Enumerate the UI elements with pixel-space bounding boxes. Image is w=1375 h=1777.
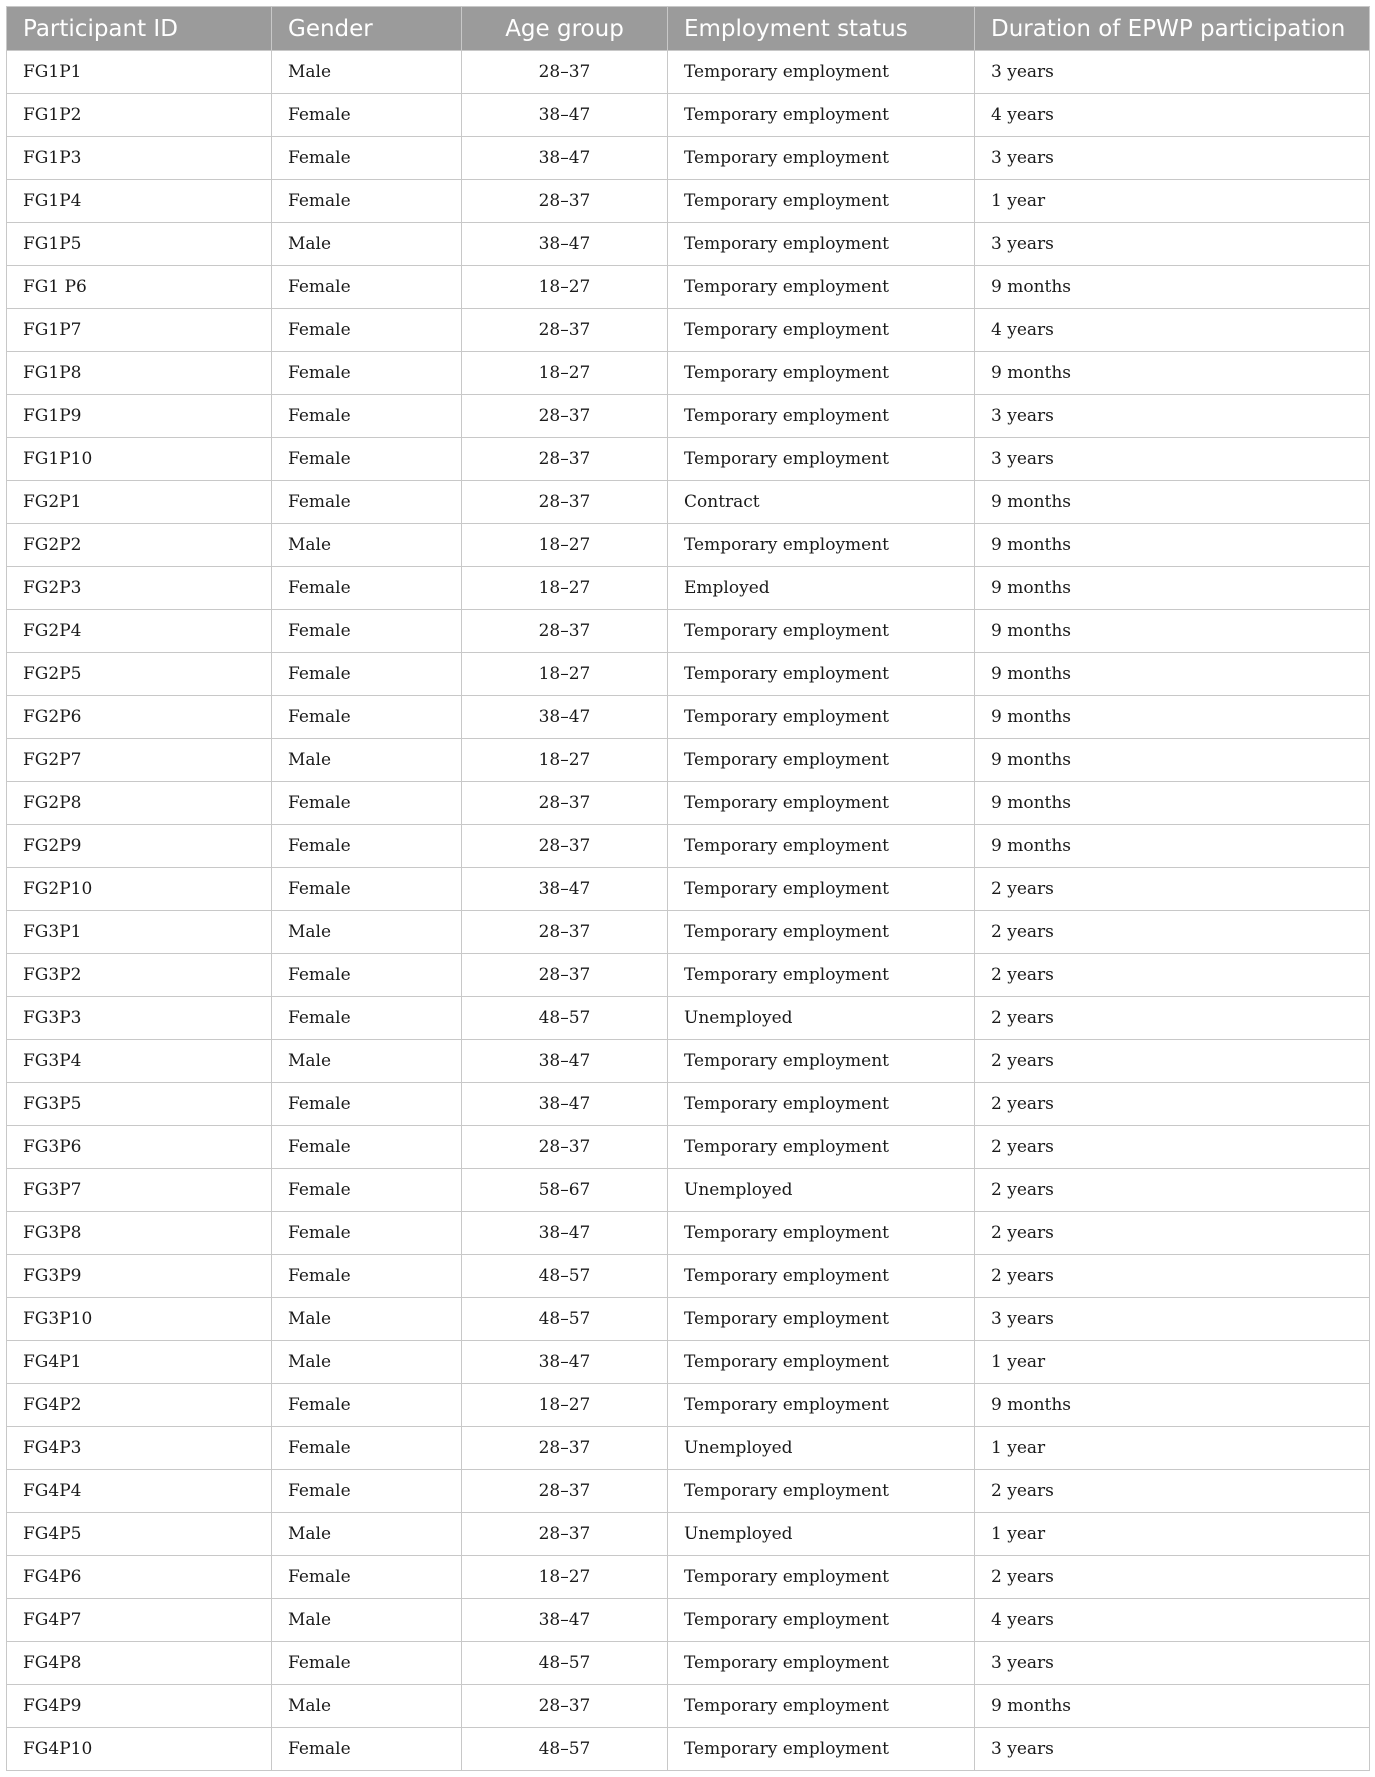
gender-cell: Female xyxy=(272,94,462,137)
participant-table-container xyxy=(6,6,1369,1771)
gender-cell: Male xyxy=(272,1599,462,1642)
age-group-cell: 38–47 xyxy=(462,696,668,739)
duration-cell: 4 years xyxy=(975,1599,1370,1642)
table-row xyxy=(7,1169,1370,1212)
table-row xyxy=(7,309,1370,352)
age-group-cell: 38–47 xyxy=(462,1212,668,1255)
employment-status-cell: Contract xyxy=(668,481,975,524)
table-row xyxy=(7,1642,1370,1685)
age-group-cell: 18–27 xyxy=(462,739,668,782)
duration-cell: 3 years xyxy=(975,1642,1370,1685)
participant-id-cell: FG3P1 xyxy=(7,911,272,954)
gender-cell: Male xyxy=(272,223,462,266)
age-group-cell: 38–47 xyxy=(462,1599,668,1642)
duration-cell: 1 year xyxy=(975,1513,1370,1556)
employment-status-cell: Temporary employment xyxy=(668,1642,975,1685)
age-group-cell: 18–27 xyxy=(462,266,668,309)
age-group-cell: 28–37 xyxy=(462,954,668,997)
gender-cell: Male xyxy=(272,51,462,94)
employment-status-cell: Temporary employment xyxy=(668,911,975,954)
gender-cell: Male xyxy=(272,524,462,567)
age-group-cell: 48–57 xyxy=(462,1728,668,1771)
header-employment-status: Employment status xyxy=(668,7,975,51)
age-group-cell: 28–37 xyxy=(462,309,668,352)
table-row xyxy=(7,1298,1370,1341)
participant-id-cell: FG1P5 xyxy=(7,223,272,266)
gender-cell: Male xyxy=(272,1685,462,1728)
gender-cell: Female xyxy=(272,1470,462,1513)
employment-status-cell: Temporary employment xyxy=(668,1083,975,1126)
table-row xyxy=(7,223,1370,266)
participant-id-cell: FG1P7 xyxy=(7,309,272,352)
duration-cell: 1 year xyxy=(975,1341,1370,1384)
table-row xyxy=(7,1556,1370,1599)
table-row xyxy=(7,1685,1370,1728)
employment-status-cell: Temporary employment xyxy=(668,438,975,481)
duration-cell: 2 years xyxy=(975,1083,1370,1126)
employment-status-cell: Temporary employment xyxy=(668,1255,975,1298)
gender-cell: Female xyxy=(272,309,462,352)
table-row xyxy=(7,1728,1370,1771)
age-group-cell: 48–57 xyxy=(462,997,668,1040)
duration-cell: 9 months xyxy=(975,782,1370,825)
gender-cell: Female xyxy=(272,395,462,438)
participant-id-cell: FG3P3 xyxy=(7,997,272,1040)
gender-cell: Female xyxy=(272,1728,462,1771)
age-group-cell: 28–37 xyxy=(462,438,668,481)
age-group-cell: 28–37 xyxy=(462,1470,668,1513)
gender-cell: Female xyxy=(272,782,462,825)
duration-cell: 9 months xyxy=(975,653,1370,696)
duration-cell: 2 years xyxy=(975,954,1370,997)
employment-status-cell: Temporary employment xyxy=(668,1384,975,1427)
table-row xyxy=(7,954,1370,997)
employment-status-cell: Unemployed xyxy=(668,1513,975,1556)
participant-id-cell: FG4P5 xyxy=(7,1513,272,1556)
table-row xyxy=(7,51,1370,94)
table-row xyxy=(7,696,1370,739)
participant-id-cell: FG2P4 xyxy=(7,610,272,653)
age-group-cell: 18–27 xyxy=(462,1384,668,1427)
gender-cell: Female xyxy=(272,1255,462,1298)
table-header xyxy=(7,7,1370,51)
table-row xyxy=(7,137,1370,180)
table-row xyxy=(7,825,1370,868)
participant-id-cell: FG4P7 xyxy=(7,1599,272,1642)
participant-id-cell: FG3P4 xyxy=(7,1040,272,1083)
duration-cell: 9 months xyxy=(975,825,1370,868)
employment-status-cell: Temporary employment xyxy=(668,266,975,309)
participant-id-cell: FG4P1 xyxy=(7,1341,272,1384)
duration-cell: 9 months xyxy=(975,1384,1370,1427)
participant-id-cell: FG1P4 xyxy=(7,180,272,223)
gender-cell: Female xyxy=(272,610,462,653)
participant-id-cell: FG1P2 xyxy=(7,94,272,137)
employment-status-cell: Temporary employment xyxy=(668,309,975,352)
age-group-cell: 28–37 xyxy=(462,1685,668,1728)
age-group-cell: 38–47 xyxy=(462,94,668,137)
age-group-cell: 28–37 xyxy=(462,825,668,868)
table-row xyxy=(7,610,1370,653)
gender-cell: Female xyxy=(272,481,462,524)
gender-cell: Female xyxy=(272,1384,462,1427)
gender-cell: Female xyxy=(272,567,462,610)
gender-cell: Female xyxy=(272,696,462,739)
duration-cell: 2 years xyxy=(975,1040,1370,1083)
participant-id-cell: FG2P9 xyxy=(7,825,272,868)
gender-cell: Male xyxy=(272,911,462,954)
participant-id-cell: FG4P8 xyxy=(7,1642,272,1685)
table-row xyxy=(7,1255,1370,1298)
employment-status-cell: Temporary employment xyxy=(668,954,975,997)
participant-id-cell: FG2P7 xyxy=(7,739,272,782)
participant-id-cell: FG2P6 xyxy=(7,696,272,739)
age-group-cell: 28–37 xyxy=(462,1427,668,1470)
age-group-cell: 18–27 xyxy=(462,524,668,567)
table-row xyxy=(7,180,1370,223)
age-group-cell: 38–47 xyxy=(462,223,668,266)
employment-status-cell: Temporary employment xyxy=(668,180,975,223)
employment-status-cell: Temporary employment xyxy=(668,223,975,266)
table-row xyxy=(7,1341,1370,1384)
table-row xyxy=(7,524,1370,567)
employment-status-cell: Temporary employment xyxy=(668,1556,975,1599)
gender-cell: Female xyxy=(272,438,462,481)
employment-status-cell: Temporary employment xyxy=(668,1126,975,1169)
employment-status-cell: Temporary employment xyxy=(668,1685,975,1728)
participant-id-cell: FG4P6 xyxy=(7,1556,272,1599)
table-row xyxy=(7,868,1370,911)
header-participant-id: Participant ID xyxy=(7,7,272,51)
table-row xyxy=(7,1040,1370,1083)
age-group-cell: 18–27 xyxy=(462,1556,668,1599)
header-row xyxy=(7,7,1370,51)
age-group-cell: 28–37 xyxy=(462,911,668,954)
header-duration: Duration of EPWP participation xyxy=(975,7,1370,51)
participant-id-cell: FG1 P6 xyxy=(7,266,272,309)
duration-cell: 4 years xyxy=(975,309,1370,352)
gender-cell: Female xyxy=(272,1427,462,1470)
employment-status-cell: Temporary employment xyxy=(668,1298,975,1341)
employment-status-cell: Unemployed xyxy=(668,1427,975,1470)
age-group-cell: 18–27 xyxy=(462,567,668,610)
participant-id-cell: FG3P2 xyxy=(7,954,272,997)
table-row xyxy=(7,1513,1370,1556)
gender-cell: Female xyxy=(272,180,462,223)
duration-cell: 9 months xyxy=(975,567,1370,610)
gender-cell: Female xyxy=(272,1556,462,1599)
table-row xyxy=(7,1599,1370,1642)
table-row xyxy=(7,653,1370,696)
age-group-cell: 28–37 xyxy=(462,610,668,653)
duration-cell: 2 years xyxy=(975,1212,1370,1255)
employment-status-cell: Temporary employment xyxy=(668,352,975,395)
duration-cell: 1 year xyxy=(975,180,1370,223)
participant-id-cell: FG2P8 xyxy=(7,782,272,825)
participant-id-cell: FG4P2 xyxy=(7,1384,272,1427)
age-group-cell: 18–27 xyxy=(462,352,668,395)
participant-id-cell: FG3P6 xyxy=(7,1126,272,1169)
employment-status-cell: Temporary employment xyxy=(668,825,975,868)
participant-id-cell: FG1P9 xyxy=(7,395,272,438)
gender-cell: Male xyxy=(272,1298,462,1341)
age-group-cell: 38–47 xyxy=(462,1083,668,1126)
employment-status-cell: Temporary employment xyxy=(668,868,975,911)
gender-cell: Female xyxy=(272,1126,462,1169)
gender-cell: Female xyxy=(272,653,462,696)
gender-cell: Female xyxy=(272,954,462,997)
age-group-cell: 38–47 xyxy=(462,1341,668,1384)
duration-cell: 2 years xyxy=(975,911,1370,954)
age-group-cell: 28–37 xyxy=(462,481,668,524)
table-body xyxy=(7,51,1370,1771)
employment-status-cell: Temporary employment xyxy=(668,1728,975,1771)
participant-table xyxy=(6,6,1370,1771)
duration-cell: 1 year xyxy=(975,1427,1370,1470)
header-gender: Gender xyxy=(272,7,462,51)
duration-cell: 2 years xyxy=(975,1556,1370,1599)
participant-id-cell: FG3P10 xyxy=(7,1298,272,1341)
gender-cell: Female xyxy=(272,266,462,309)
duration-cell: 3 years xyxy=(975,137,1370,180)
duration-cell: 9 months xyxy=(975,481,1370,524)
participant-id-cell: FG3P9 xyxy=(7,1255,272,1298)
employment-status-cell: Temporary employment xyxy=(668,524,975,567)
gender-cell: Female xyxy=(272,868,462,911)
table-row xyxy=(7,438,1370,481)
employment-status-cell: Employed xyxy=(668,567,975,610)
table-row xyxy=(7,1470,1370,1513)
employment-status-cell: Temporary employment xyxy=(668,395,975,438)
table-row xyxy=(7,1212,1370,1255)
employment-status-cell: Temporary employment xyxy=(668,137,975,180)
age-group-cell: 18–27 xyxy=(462,653,668,696)
participant-id-cell: FG3P5 xyxy=(7,1083,272,1126)
table-row xyxy=(7,997,1370,1040)
duration-cell: 3 years xyxy=(975,395,1370,438)
table-row xyxy=(7,481,1370,524)
gender-cell: Male xyxy=(272,1341,462,1384)
age-group-cell: 38–47 xyxy=(462,868,668,911)
duration-cell: 3 years xyxy=(975,223,1370,266)
participant-id-cell: FG1P1 xyxy=(7,51,272,94)
employment-status-cell: Temporary employment xyxy=(668,653,975,696)
employment-status-cell: Temporary employment xyxy=(668,782,975,825)
table-row xyxy=(7,94,1370,137)
duration-cell: 4 years xyxy=(975,94,1370,137)
age-group-cell: 58–67 xyxy=(462,1169,668,1212)
employment-status-cell: Temporary employment xyxy=(668,1341,975,1384)
age-group-cell: 48–57 xyxy=(462,1298,668,1341)
duration-cell: 9 months xyxy=(975,696,1370,739)
age-group-cell: 28–37 xyxy=(462,180,668,223)
duration-cell: 9 months xyxy=(975,1685,1370,1728)
gender-cell: Male xyxy=(272,739,462,782)
age-group-cell: 38–47 xyxy=(462,137,668,180)
duration-cell: 2 years xyxy=(975,997,1370,1040)
table-row xyxy=(7,266,1370,309)
employment-status-cell: Unemployed xyxy=(668,1169,975,1212)
gender-cell: Female xyxy=(272,1169,462,1212)
duration-cell: 3 years xyxy=(975,1298,1370,1341)
participant-id-cell: FG4P10 xyxy=(7,1728,272,1771)
age-group-cell: 48–57 xyxy=(462,1255,668,1298)
table-row xyxy=(7,782,1370,825)
table-row xyxy=(7,395,1370,438)
duration-cell: 9 months xyxy=(975,524,1370,567)
age-group-cell: 48–57 xyxy=(462,1642,668,1685)
age-group-cell: 28–37 xyxy=(462,782,668,825)
gender-cell: Female xyxy=(272,137,462,180)
employment-status-cell: Temporary employment xyxy=(668,1212,975,1255)
participant-id-cell: FG2P2 xyxy=(7,524,272,567)
participant-id-cell: FG2P5 xyxy=(7,653,272,696)
gender-cell: Male xyxy=(272,1513,462,1556)
employment-status-cell: Temporary employment xyxy=(668,94,975,137)
employment-status-cell: Temporary employment xyxy=(668,1599,975,1642)
table-row xyxy=(7,1384,1370,1427)
table-row xyxy=(7,911,1370,954)
employment-status-cell: Temporary employment xyxy=(668,51,975,94)
duration-cell: 2 years xyxy=(975,1255,1370,1298)
duration-cell: 2 years xyxy=(975,1169,1370,1212)
duration-cell: 9 months xyxy=(975,266,1370,309)
participant-id-cell: FG2P1 xyxy=(7,481,272,524)
duration-cell: 9 months xyxy=(975,610,1370,653)
duration-cell: 3 years xyxy=(975,438,1370,481)
age-group-cell: 28–37 xyxy=(462,1126,668,1169)
gender-cell: Female xyxy=(272,825,462,868)
duration-cell: 3 years xyxy=(975,51,1370,94)
employment-status-cell: Temporary employment xyxy=(668,1470,975,1513)
duration-cell: 9 months xyxy=(975,352,1370,395)
duration-cell: 9 months xyxy=(975,739,1370,782)
gender-cell: Female xyxy=(272,1212,462,1255)
duration-cell: 2 years xyxy=(975,1470,1370,1513)
age-group-cell: 28–37 xyxy=(462,1513,668,1556)
participant-id-cell: FG3P7 xyxy=(7,1169,272,1212)
participant-id-cell: FG4P4 xyxy=(7,1470,272,1513)
gender-cell: Female xyxy=(272,1642,462,1685)
table-row xyxy=(7,1126,1370,1169)
duration-cell: 2 years xyxy=(975,868,1370,911)
table-row xyxy=(7,567,1370,610)
gender-cell: Female xyxy=(272,997,462,1040)
age-group-cell: 28–37 xyxy=(462,395,668,438)
participant-id-cell: FG2P3 xyxy=(7,567,272,610)
table-row xyxy=(7,1427,1370,1470)
age-group-cell: 38–47 xyxy=(462,1040,668,1083)
age-group-cell: 28–37 xyxy=(462,51,668,94)
duration-cell: 3 years xyxy=(975,1728,1370,1771)
participant-id-cell: FG1P8 xyxy=(7,352,272,395)
gender-cell: Female xyxy=(272,1083,462,1126)
employment-status-cell: Unemployed xyxy=(668,997,975,1040)
employment-status-cell: Temporary employment xyxy=(668,610,975,653)
participant-id-cell: FG4P9 xyxy=(7,1685,272,1728)
employment-status-cell: Temporary employment xyxy=(668,1040,975,1083)
header-age-group: Age group xyxy=(462,7,668,51)
table-row xyxy=(7,1083,1370,1126)
participant-id-cell: FG3P8 xyxy=(7,1212,272,1255)
participant-id-cell: FG1P3 xyxy=(7,137,272,180)
duration-cell: 2 years xyxy=(975,1126,1370,1169)
employment-status-cell: Temporary employment xyxy=(668,739,975,782)
gender-cell: Male xyxy=(272,1040,462,1083)
participant-id-cell: FG2P10 xyxy=(7,868,272,911)
gender-cell: Female xyxy=(272,352,462,395)
participant-id-cell: FG1P10 xyxy=(7,438,272,481)
table-row xyxy=(7,352,1370,395)
employment-status-cell: Temporary employment xyxy=(668,696,975,739)
table-row xyxy=(7,739,1370,782)
participant-id-cell: FG4P3 xyxy=(7,1427,272,1470)
